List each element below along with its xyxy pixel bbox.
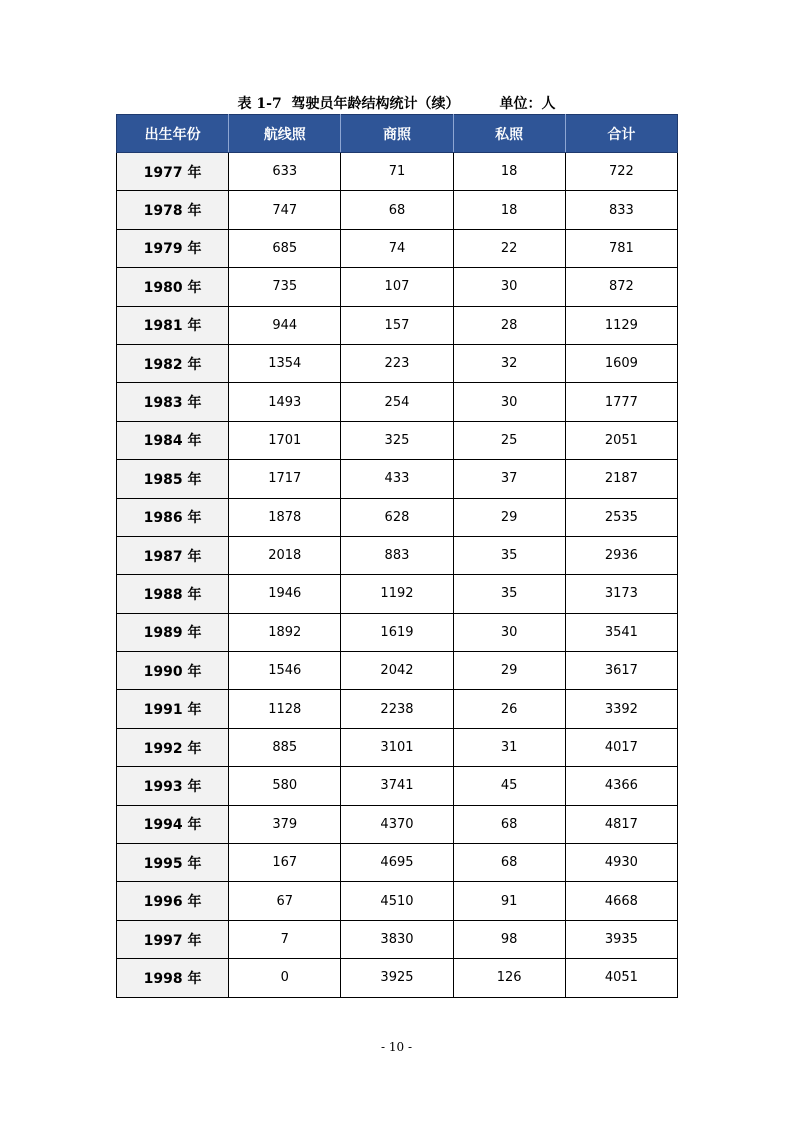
table-row bbox=[117, 498, 678, 536]
cell-ppl: 32 bbox=[453, 344, 565, 382]
cell-birth-year: 1989 年 bbox=[117, 613, 229, 651]
cell-cpl: 71 bbox=[341, 153, 453, 191]
cell-ppl: 30 bbox=[453, 383, 565, 421]
cell-cpl: 3101 bbox=[341, 728, 453, 766]
cell-total: 1777 bbox=[565, 383, 677, 421]
cell-total: 2936 bbox=[565, 536, 677, 574]
cell-total: 4051 bbox=[565, 959, 677, 997]
cell-ppl: 29 bbox=[453, 498, 565, 536]
table-row bbox=[117, 344, 678, 382]
cell-birth-year: 1995 年 bbox=[117, 844, 229, 882]
cell-birth-year: 1978 年 bbox=[117, 191, 229, 229]
header-total: 合计 bbox=[565, 115, 677, 153]
cell-birth-year: 1981 年 bbox=[117, 306, 229, 344]
table-row bbox=[117, 153, 678, 191]
cell-ppl: 18 bbox=[453, 191, 565, 229]
cell-ppl: 35 bbox=[453, 575, 565, 613]
cell-cpl: 1619 bbox=[341, 613, 453, 651]
cell-total: 3617 bbox=[565, 652, 677, 690]
cell-birth-year: 1993 年 bbox=[117, 767, 229, 805]
pilot-age-table bbox=[116, 114, 678, 998]
table-row bbox=[117, 613, 678, 651]
cell-birth-year: 1988 年 bbox=[117, 575, 229, 613]
cell-total: 4930 bbox=[565, 844, 677, 882]
cell-atpl: 1946 bbox=[229, 575, 341, 613]
cell-atpl: 1354 bbox=[229, 344, 341, 382]
cell-birth-year: 1983 年 bbox=[117, 383, 229, 421]
cell-cpl: 1192 bbox=[341, 575, 453, 613]
cell-total: 1609 bbox=[565, 344, 677, 382]
cell-ppl: 18 bbox=[453, 153, 565, 191]
cell-birth-year: 1979 年 bbox=[117, 229, 229, 267]
cell-atpl: 0 bbox=[229, 959, 341, 997]
cell-atpl: 67 bbox=[229, 882, 341, 920]
cell-birth-year: 1977 年 bbox=[117, 153, 229, 191]
cell-atpl: 1717 bbox=[229, 460, 341, 498]
table-unit: 单位：人 bbox=[499, 96, 556, 112]
cell-cpl: 3741 bbox=[341, 767, 453, 805]
cell-ppl: 25 bbox=[453, 421, 565, 459]
cell-total: 722 bbox=[565, 153, 677, 191]
cell-total: 2535 bbox=[565, 498, 677, 536]
cell-cpl: 2042 bbox=[341, 652, 453, 690]
cell-cpl: 4695 bbox=[341, 844, 453, 882]
table-row bbox=[117, 460, 678, 498]
cell-total: 4817 bbox=[565, 805, 677, 843]
cell-cpl: 3830 bbox=[341, 920, 453, 958]
header-row bbox=[117, 115, 678, 153]
cell-birth-year: 1996 年 bbox=[117, 882, 229, 920]
cell-total: 3392 bbox=[565, 690, 677, 728]
table-row bbox=[117, 383, 678, 421]
cell-atpl: 944 bbox=[229, 306, 341, 344]
cell-atpl: 7 bbox=[229, 920, 341, 958]
cell-birth-year: 1990 年 bbox=[117, 652, 229, 690]
table-header bbox=[117, 115, 678, 153]
cell-birth-year: 1982 年 bbox=[117, 344, 229, 382]
cell-ppl: 29 bbox=[453, 652, 565, 690]
table-row bbox=[117, 844, 678, 882]
cell-ppl: 68 bbox=[453, 844, 565, 882]
cell-ppl: 28 bbox=[453, 306, 565, 344]
cell-atpl: 1892 bbox=[229, 613, 341, 651]
table-row bbox=[117, 229, 678, 267]
cell-birth-year: 1997 年 bbox=[117, 920, 229, 958]
cell-cpl: 3925 bbox=[341, 959, 453, 997]
cell-atpl: 379 bbox=[229, 805, 341, 843]
cell-total: 4668 bbox=[565, 882, 677, 920]
cell-total: 781 bbox=[565, 229, 677, 267]
cell-ppl: 26 bbox=[453, 690, 565, 728]
table-row bbox=[117, 575, 678, 613]
cell-total: 4017 bbox=[565, 728, 677, 766]
table-row bbox=[117, 690, 678, 728]
cell-ppl: 31 bbox=[453, 728, 565, 766]
cell-cpl: 254 bbox=[341, 383, 453, 421]
cell-birth-year: 1991 年 bbox=[117, 690, 229, 728]
cell-atpl: 1878 bbox=[229, 498, 341, 536]
cell-cpl: 325 bbox=[341, 421, 453, 459]
cell-atpl: 2018 bbox=[229, 536, 341, 574]
cell-cpl: 4510 bbox=[341, 882, 453, 920]
cell-birth-year: 1986 年 bbox=[117, 498, 229, 536]
table-row bbox=[117, 767, 678, 805]
cell-cpl: 107 bbox=[341, 268, 453, 306]
header-birth-year: 出生年份 bbox=[117, 115, 229, 153]
cell-atpl: 735 bbox=[229, 268, 341, 306]
cell-atpl: 685 bbox=[229, 229, 341, 267]
cell-total: 3541 bbox=[565, 613, 677, 651]
cell-total: 872 bbox=[565, 268, 677, 306]
cell-atpl: 580 bbox=[229, 767, 341, 805]
table-row bbox=[117, 959, 678, 997]
cell-atpl: 885 bbox=[229, 728, 341, 766]
header-atpl: 航线照 bbox=[229, 115, 341, 153]
cell-ppl: 91 bbox=[453, 882, 565, 920]
table-row bbox=[117, 652, 678, 690]
table-body bbox=[117, 153, 678, 998]
cell-ppl: 37 bbox=[453, 460, 565, 498]
cell-atpl: 747 bbox=[229, 191, 341, 229]
cell-ppl: 22 bbox=[453, 229, 565, 267]
cell-birth-year: 1980 年 bbox=[117, 268, 229, 306]
cell-ppl: 35 bbox=[453, 536, 565, 574]
page-number: - 10 - bbox=[380, 1040, 412, 1054]
cell-total: 3173 bbox=[565, 575, 677, 613]
cell-atpl: 1493 bbox=[229, 383, 341, 421]
cell-birth-year: 1994 年 bbox=[117, 805, 229, 843]
table-row bbox=[117, 805, 678, 843]
cell-atpl: 633 bbox=[229, 153, 341, 191]
cell-atpl: 1128 bbox=[229, 690, 341, 728]
cell-total: 3935 bbox=[565, 920, 677, 958]
cell-total: 833 bbox=[565, 191, 677, 229]
cell-cpl: 74 bbox=[341, 229, 453, 267]
header-ppl: 私照 bbox=[453, 115, 565, 153]
cell-cpl: 628 bbox=[341, 498, 453, 536]
cell-ppl: 30 bbox=[453, 613, 565, 651]
cell-total: 1129 bbox=[565, 306, 677, 344]
cell-ppl: 68 bbox=[453, 805, 565, 843]
cell-ppl: 30 bbox=[453, 268, 565, 306]
cell-birth-year: 1987 年 bbox=[117, 536, 229, 574]
cell-birth-year: 1985 年 bbox=[117, 460, 229, 498]
table-row bbox=[117, 536, 678, 574]
cell-total: 2187 bbox=[565, 460, 677, 498]
cell-ppl: 98 bbox=[453, 920, 565, 958]
table-row bbox=[117, 191, 678, 229]
cell-ppl: 45 bbox=[453, 767, 565, 805]
table-row bbox=[117, 268, 678, 306]
header-cpl: 商照 bbox=[341, 115, 453, 153]
table-row bbox=[117, 882, 678, 920]
cell-ppl: 126 bbox=[453, 959, 565, 997]
cell-atpl: 1701 bbox=[229, 421, 341, 459]
cell-cpl: 2238 bbox=[341, 690, 453, 728]
cell-cpl: 68 bbox=[341, 191, 453, 229]
cell-atpl: 1546 bbox=[229, 652, 341, 690]
table-row bbox=[117, 421, 678, 459]
cell-cpl: 223 bbox=[341, 344, 453, 382]
cell-birth-year: 1992 年 bbox=[117, 728, 229, 766]
cell-cpl: 883 bbox=[341, 536, 453, 574]
cell-atpl: 167 bbox=[229, 844, 341, 882]
table-row bbox=[117, 728, 678, 766]
cell-cpl: 4370 bbox=[341, 805, 453, 843]
cell-cpl: 433 bbox=[341, 460, 453, 498]
cell-birth-year: 1984 年 bbox=[117, 421, 229, 459]
cell-total: 4366 bbox=[565, 767, 677, 805]
table-row bbox=[117, 306, 678, 344]
cell-total: 2051 bbox=[565, 421, 677, 459]
cell-birth-year: 1998 年 bbox=[117, 959, 229, 997]
table-caption bbox=[0, 94, 793, 114]
table-title: 表 1-7 驾驶员年龄结构统计（续） bbox=[237, 96, 460, 112]
cell-cpl: 157 bbox=[341, 306, 453, 344]
table-row bbox=[117, 920, 678, 958]
